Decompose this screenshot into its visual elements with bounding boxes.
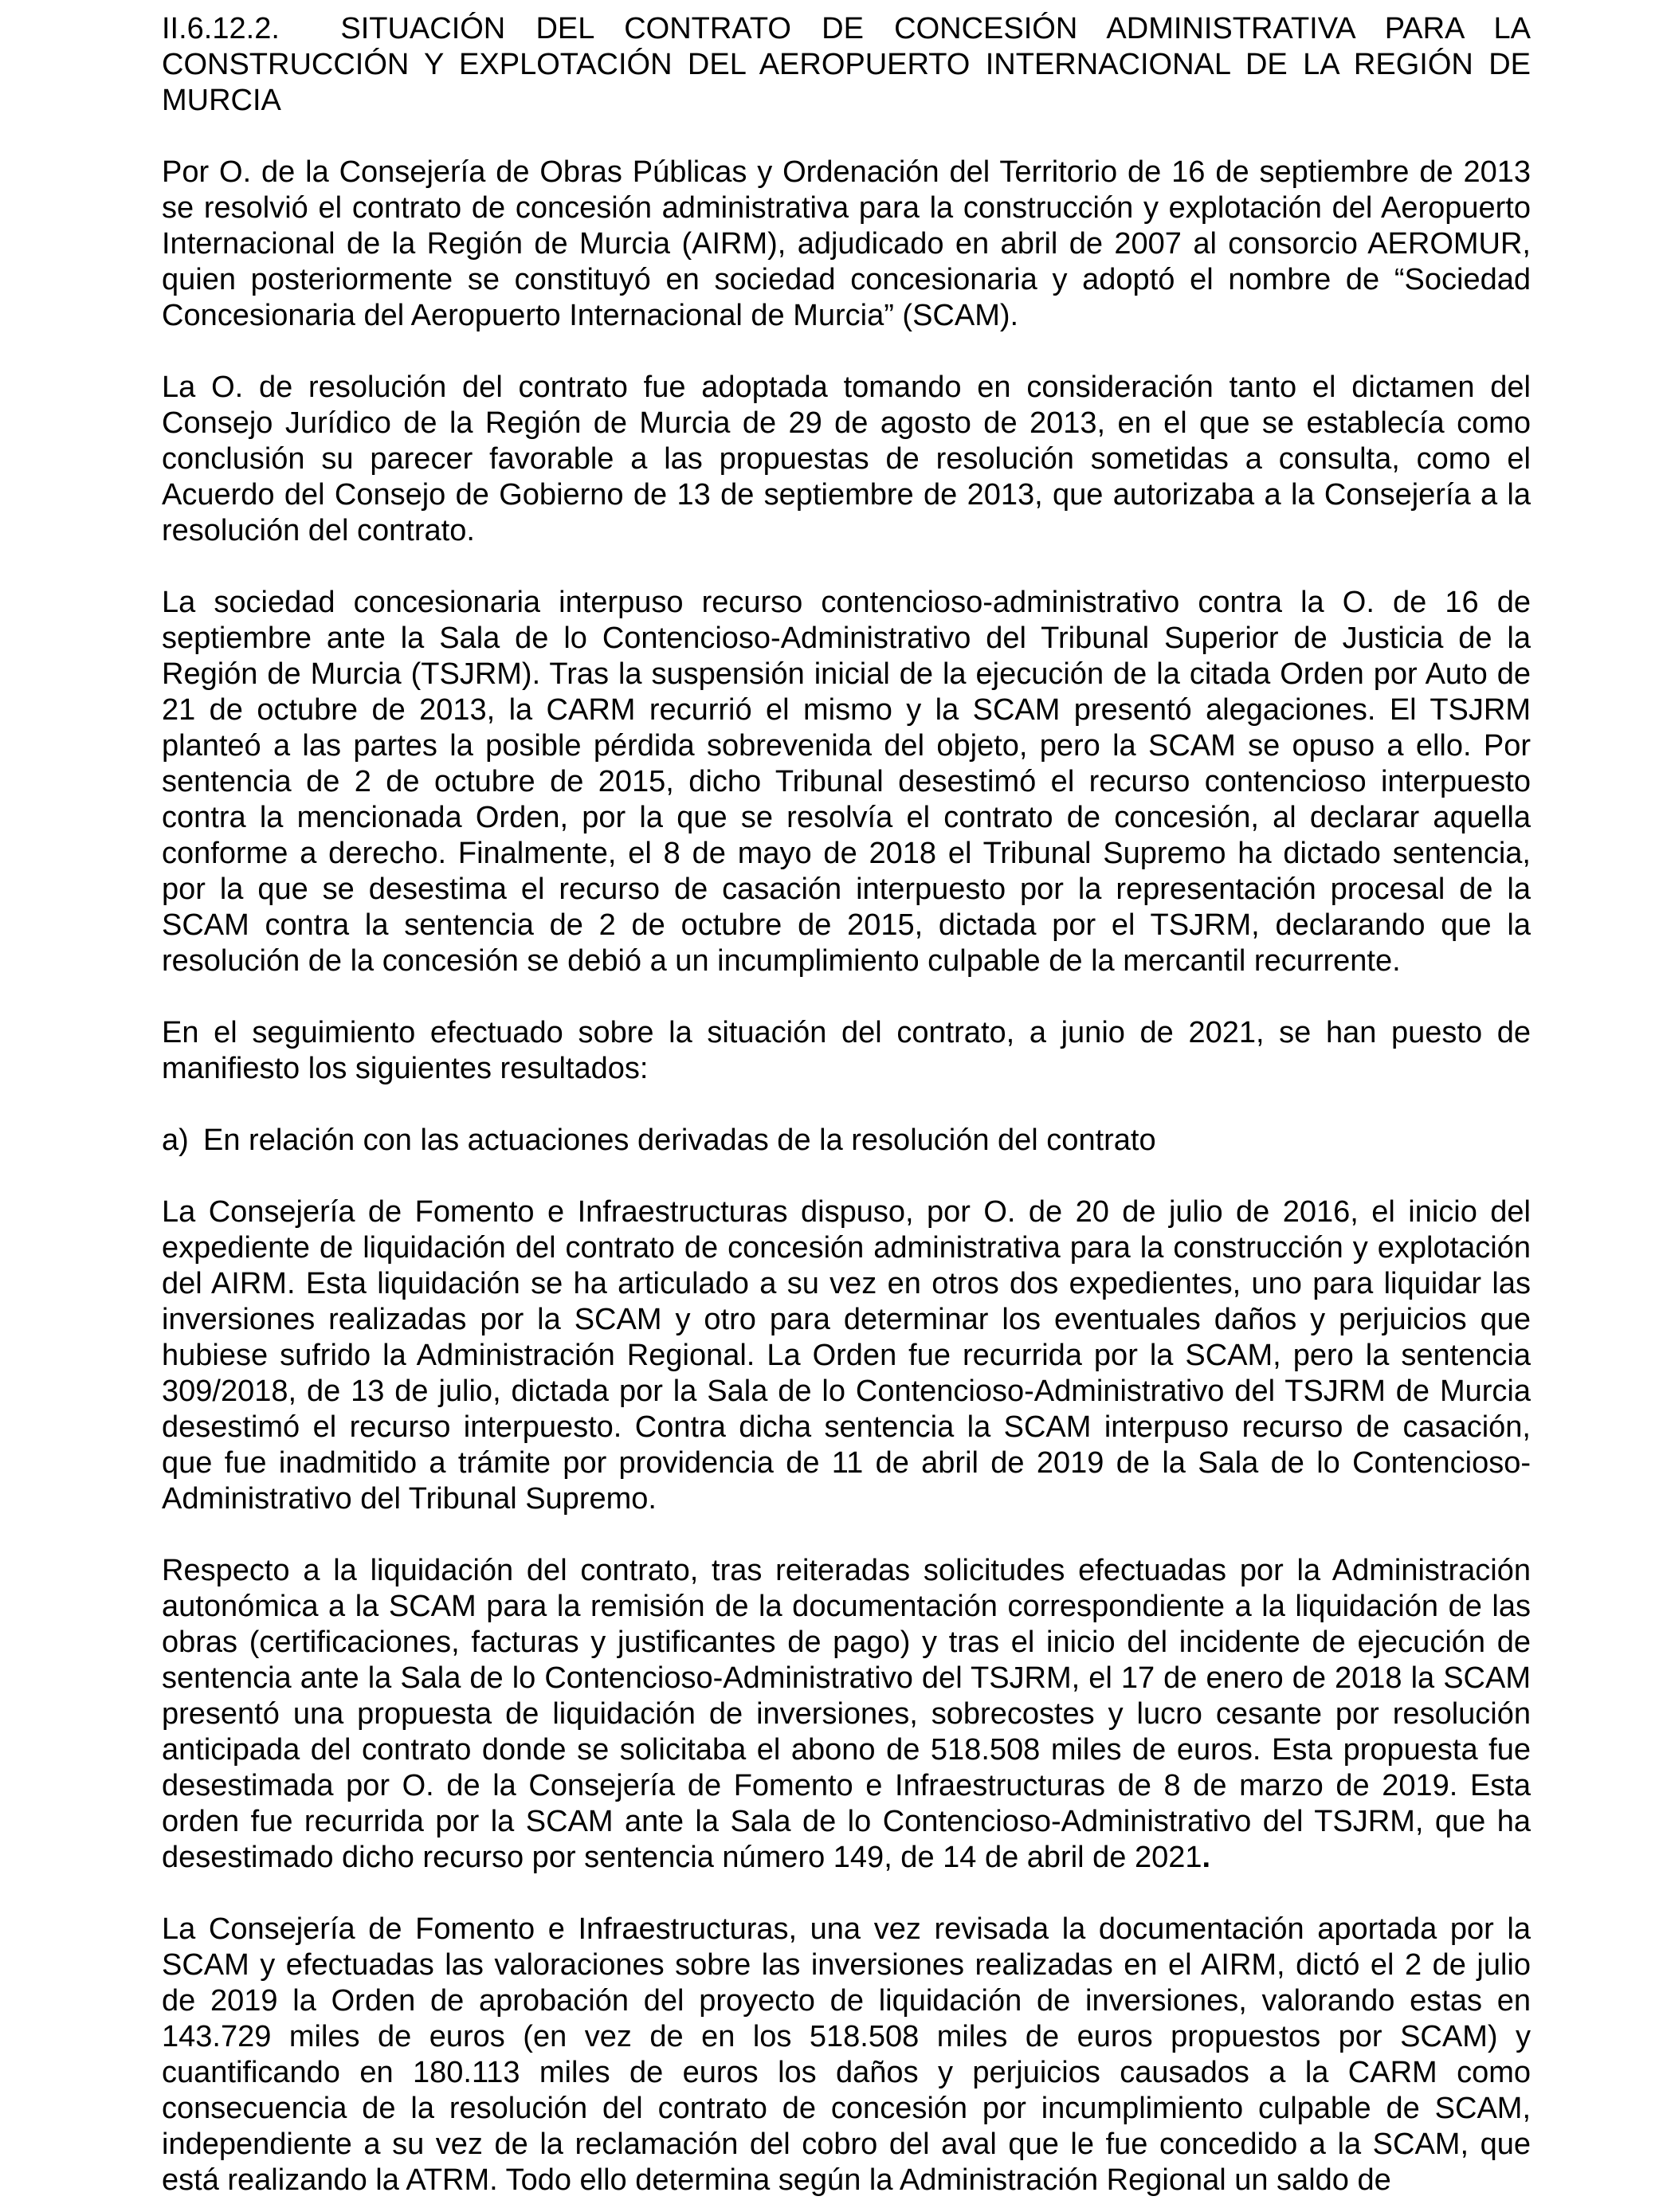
list-marker: a) xyxy=(162,1124,189,1157)
paragraph-liquidacion-text: Respecto a la liquidación del contrato, tras reiteradas solicitudes efectuadas por la Administración autonómica a la SCAM para la remisión de la documentación correspondiente a la liquidación de las obras (certificaciones, facturas y justificantes de pago) y tras el inicio del incidente de ejecución de sentencia ante la Sala de lo Contencioso-Administrativo del TSJRM, el 17 de enero de 2018 la SCAM presentó una propuesta de liquidación de inversiones, sobrecostes y lucro cesante por resolución anticipada del contrato donde se solicitaba el abono de 518.508 miles de euros. Esta propuesta fue desestimada por O. de la Consejería de Fomento e Infraestructuras de 8 de marzo de 2019. Esta orden fue recurrida por la SCAM ante la Sala de lo Contencioso-Administrativo del TSJRM, que ha desestimado dicho recurso por sentencia número 149, de 14 de abril de 2021 xyxy=(162,1554,1531,1874)
paragraph-resolucion: Por O. de la Consejería de Obras Públicas y Ordenación del Territorio de 16 de septiembre de 2013 se resolvió el contrato de concesión administrativa para la construcción y explotación del Aeropuerto Internacional de la Región de Murcia (AIRM), adjudicado en abril de 2007 al consorcio AEROMUR, quien posteriormente se constituyó en sociedad concesionaria y adoptó el nombre de “Sociedad Concesionaria del Aeropuerto Internacional de Murcia” (SCAM). xyxy=(162,155,1531,332)
section-title: SITUACIÓN DEL CONTRATO DE CONCESIÓN ADMINISTRATIVA PARA LA CONSTRUCCIÓN Y EXPLOTACIÓN DEL AEROPUERTO INTERNACIONAL DE LA REGIÓN DE MURCIA xyxy=(162,12,1531,117)
list-item-a xyxy=(162,1123,1531,1159)
section-heading xyxy=(162,11,1531,119)
document-page xyxy=(162,11,1531,2198)
list-item-text: En relación con las actuaciones derivadas de la resolución del contrato xyxy=(203,1124,1156,1157)
paragraph-seguimiento: En el seguimiento efectuado sobre la situación del contrato, a junio de 2021, se han puesto de manifiesto los siguientes resultados: xyxy=(162,1016,1531,1085)
paragraph-recurso: La sociedad concesionaria interpuso recurso contencioso-administrativo contra la O. de 16 de septiembre ante la Sala de lo Contencioso-Administrativo del Tribunal Superior de Justicia de la Región de Murcia (TSJRM). Tras la suspensión inicial de la ejecución de la citada Orden por Auto de 21 de octubre de 2013, la CARM recurrió el mismo y la SCAM presentó alegaciones. El TSJRM planteó a las partes la posible pérdida sobrevenida del objeto, pero la SCAM se opuso a ello. Por sentencia de 2 de octubre de 2015, dicho Tribunal desestimó el recurso contencioso interpuesto contra la mencionada Orden, por la que se resolvía el contrato de concesión, al declarar aquella conforme a derecho. Finalmente, el 8 de mayo de 2018 el Tribunal Supremo ha dictado sentencia, por la que se desestima el recurso de casación interpuesto por la representación procesal de la SCAM contra la sentencia de 2 de octubre de 2015, dictada por el TSJRM, declarando que la resolución de la concesión se debió a un incumplimiento culpable de la mercantil recurrente. xyxy=(162,586,1531,978)
paragraph-liquidacion-period: . xyxy=(1202,1841,1211,1874)
paragraph-orden-aprobacion: La Consejería de Fomento e Infraestructuras, una vez revisada la documentación aportada por la SCAM y efectuadas las valoraciones sobre las inversiones realizadas en el AIRM, dictó el 2 de julio de 2019 la Orden de aprobación del proyecto de liquidación de inversiones, valorando estas en 143.729 miles de euros (en vez de en los 518.508 miles de euros propuestos por SCAM) y cuantificando en 180.113 miles de euros los daños y perjuicios causados a la CARM como consecuencia de la resolución del contrato de concesión por incumplimiento culpable de SCAM, independiente a su vez de la reclamación del cobro del aval que le fue concedido a la SCAM, que está realizando la ATRM. Todo ello determina según la Administración Regional un saldo de xyxy=(162,1912,1531,2197)
paragraph-dictamen: La O. de resolución del contrato fue adoptada tomando en consideración tanto el dictamen del Consejo Jurídico de la Región de Murcia de 29 de agosto de 2013, en el que se establecía como conclusión su parecer favorable a las propuestas de resolución sometidas a consulta, como el Acuerdo del Consejo de Gobierno de 13 de septiembre de 2013, que autorizaba a la Consejería a la resolución del contrato. xyxy=(162,371,1531,547)
section-number: II.6.12.2. xyxy=(162,12,280,45)
paragraph-liquidacion-contrato xyxy=(162,1553,1531,1876)
paragraph-expediente-liquidacion: La Consejería de Fomento e Infraestructuras dispuso, por O. de 20 de julio de 2016, el inicio del expediente de liquidación del contrato de concesión administrativa para la construcción y explotación del AIRM. Esta liquidación se ha articulado a su vez en otros dos expedientes, uno para liquidar las inversiones realizadas por la SCAM y otro para determinar los eventuales daños y perjuicios que hubiese sufrido la Administración Regional. La Orden fue recurrida por la SCAM, pero la sentencia 309/2018, de 13 de julio, dictada por la Sala de lo Contencioso-Administrativo del TSJRM de Murcia desestimó el recurso interpuesto. Contra dicha sentencia la SCAM interpuso recurso de casación, que fue inadmitido a trámite por providencia de 11 de abril de 2019 de la Sala de lo Contencioso-Administrativo del Tribunal Supremo. xyxy=(162,1195,1531,1516)
